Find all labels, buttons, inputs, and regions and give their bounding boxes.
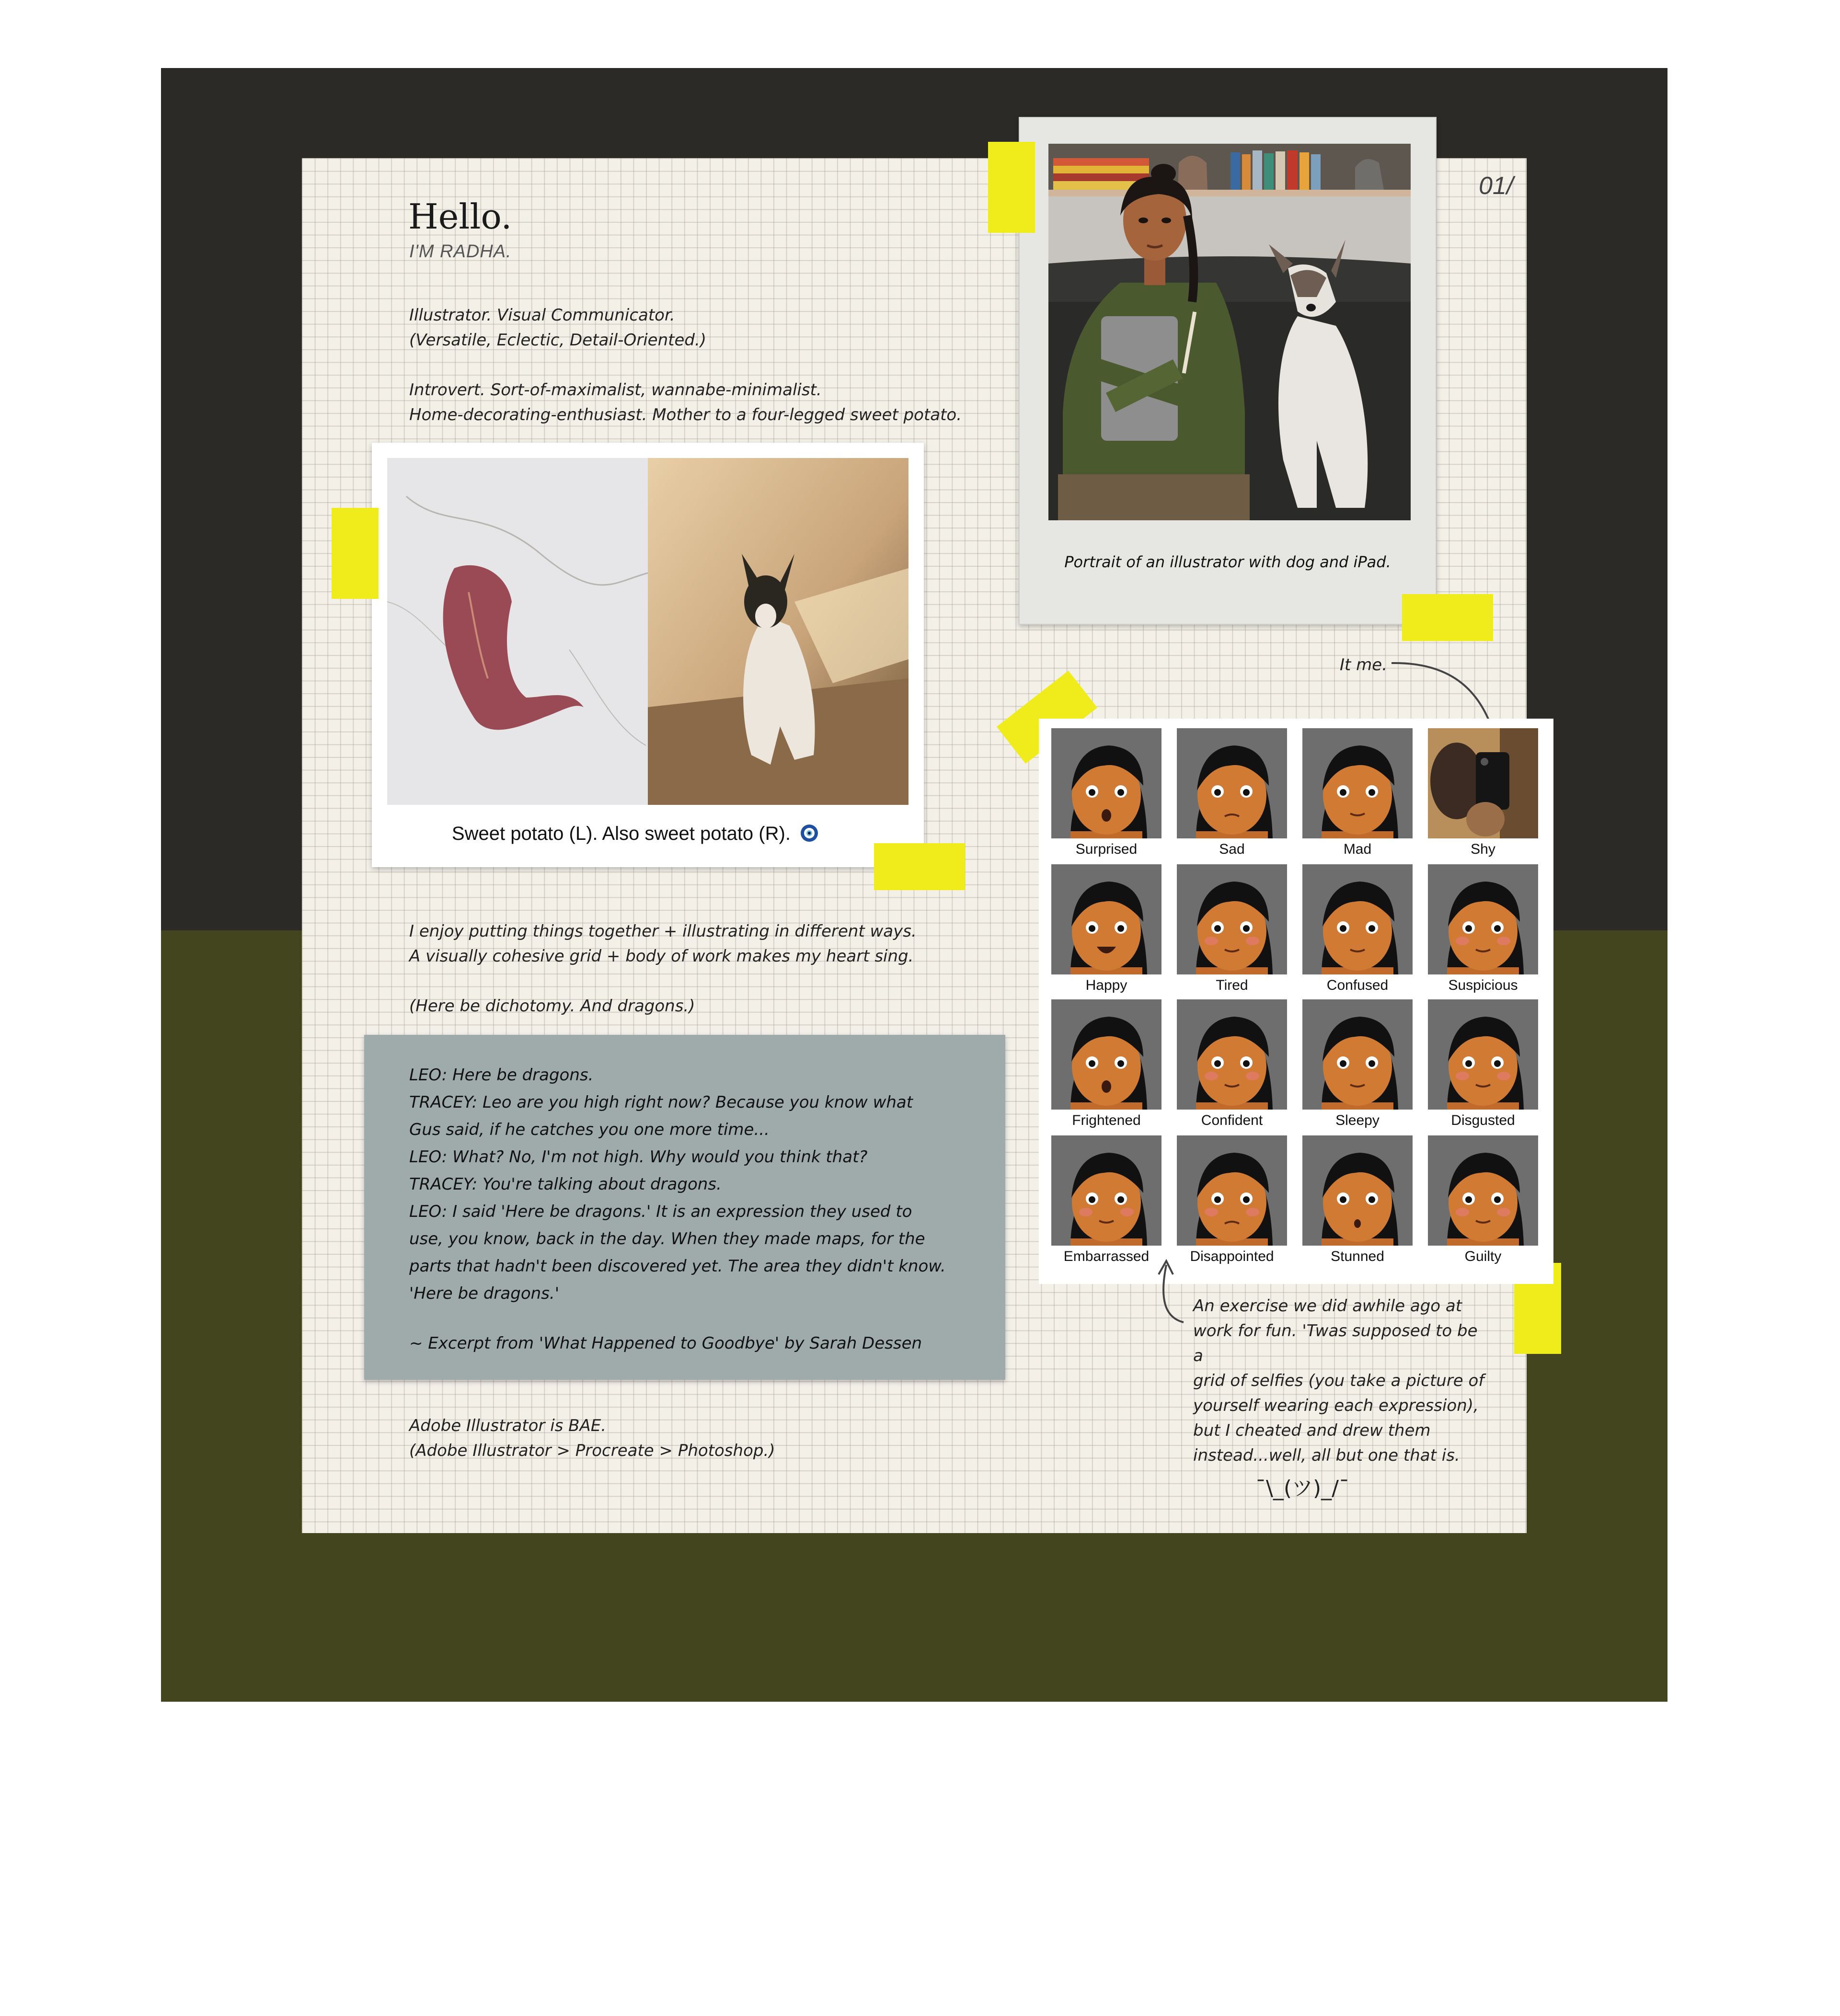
expression-cell (1428, 864, 1538, 1001)
expression-label: Guilty (1464, 1249, 1502, 1264)
quote-source: ~ Excerpt from 'What Happened to Goodbye' by Sarah Dessen (409, 1334, 922, 1353)
expression-face (1302, 1135, 1413, 1246)
expression-face (1302, 728, 1413, 838)
tools-line: (Adobe Illustrator > Procreate > Photoshop.) (409, 1441, 775, 1460)
expression-label: Sleepy (1335, 1112, 1380, 1128)
tools-text (409, 1413, 1032, 1463)
expression-label: Sad (1219, 841, 1245, 857)
exercise-line: grid of selfies (you take a picture of (1193, 1371, 1484, 1390)
page-subtitle: I'M RADHA. (409, 241, 512, 262)
intro-line: (Versatile, Eclectic, Detail-Oriented.) (409, 331, 707, 350)
expression-label: Embarrassed (1063, 1249, 1150, 1264)
expression-label: Surprised (1075, 841, 1138, 857)
exercise-line: but I cheated and drew them (1193, 1421, 1431, 1440)
expression-label: Mad (1343, 841, 1372, 857)
expression-face (1051, 1135, 1162, 1246)
expression-face (1051, 728, 1162, 838)
enjoy-line: (Here be dichotomy. And dragons.) (409, 997, 695, 1016)
expression-face (1302, 999, 1413, 1110)
expression-cell (1428, 1135, 1538, 1272)
expression-label: Suspicious (1448, 977, 1518, 993)
tape-portrait-bottom (1402, 594, 1493, 641)
expression-cell (1051, 728, 1162, 865)
expression-cell (1051, 1135, 1162, 1272)
expression-face (1428, 1135, 1538, 1246)
tape-potato-bottom (874, 843, 965, 890)
portrait-caption: Portrait of an illustrator with dog and iPad. (1064, 553, 1391, 571)
expression-label: Shy (1471, 841, 1495, 857)
expression-cell (1428, 728, 1538, 865)
expression-label: Frightened (1072, 1112, 1141, 1128)
sweet-potato-photos (387, 458, 908, 805)
intro-line: Introvert. Sort-of-maximalist, wannabe-minimalist. (409, 380, 822, 400)
quote-line: Gus said, if he catches you one more time... (409, 1120, 770, 1139)
expression-label: Tired (1216, 977, 1248, 993)
expression-label: Happy (1085, 977, 1127, 993)
expression-cell (1302, 999, 1413, 1136)
quote-line: parts that hadn't been discovered yet. The area they didn't know. (409, 1257, 946, 1276)
portrait-card (1019, 117, 1437, 625)
expression-cell (1051, 864, 1162, 1001)
expression-label: Confident (1201, 1112, 1263, 1128)
quote-line: use, you know, back in the day. When they made maps, for the (409, 1229, 925, 1249)
enjoy-line: A visually cohesive grid + body of work makes my heart sing. (409, 947, 914, 966)
sweet-potato-card (372, 443, 924, 867)
exercise-line: work for fun. 'Twas supposed to be a (1193, 1321, 1478, 1365)
expression-face (1177, 1135, 1287, 1246)
portrait-illustration (1048, 144, 1411, 520)
page-title: Hello. (408, 196, 512, 237)
tools-line: Adobe Illustrator is BAE. (409, 1416, 607, 1435)
expression-label: Disgusted (1451, 1112, 1515, 1128)
exercise-line: instead...well, all but one that is. (1193, 1446, 1460, 1465)
expression-face (1177, 728, 1287, 838)
tape-potato-left (332, 508, 379, 599)
selfie-photo (1428, 728, 1538, 838)
expression-label: Disappointed (1190, 1249, 1274, 1264)
expression-face (1428, 864, 1538, 974)
sweet-potato-caption: Sweet potato (L). Also sweet potato (R). (451, 823, 791, 844)
exercise-note (1193, 1294, 1490, 1468)
expression-cell (1428, 999, 1538, 1136)
tape-portrait-top (988, 142, 1035, 233)
expression-face (1051, 864, 1162, 974)
expressions-grid-card (1039, 719, 1553, 1284)
intro-line: Illustrator. Visual Communicator. (409, 306, 675, 325)
expression-cell (1302, 728, 1413, 865)
expression-cell (1177, 864, 1287, 1001)
expression-cell (1302, 1135, 1413, 1272)
expression-face (1428, 999, 1538, 1110)
quote-line: 'Here be dragons.' (409, 1284, 560, 1303)
page-number: 01/ (1479, 172, 1514, 200)
expression-face (1177, 864, 1287, 974)
expression-cell (1051, 999, 1162, 1136)
expression-label: Confused (1326, 977, 1389, 993)
expression-cell (1177, 1135, 1287, 1272)
expression-cell (1302, 864, 1413, 1001)
expression-face (1051, 999, 1162, 1110)
expression-face (1302, 864, 1413, 974)
it-me-note: It me. (1340, 655, 1388, 675)
exercise-line: An exercise we did awhile ago at (1193, 1296, 1462, 1316)
quote-line: LEO: What? No, I'm not high. Why would you think that? (409, 1147, 868, 1167)
expression-face (1177, 999, 1287, 1110)
intro-text (409, 303, 1080, 427)
quote-line: TRACEY: You're talking about dragons. (409, 1175, 722, 1194)
intro-line: Home-decorating-enthusiast. Mother to a four-legged sweet potato. (409, 405, 962, 424)
expression-cell (1177, 728, 1287, 865)
expression-cell (1177, 999, 1287, 1136)
quote-line: LEO: Here be dragons. (409, 1065, 594, 1085)
quote-text (409, 1062, 984, 1357)
shrug-emoticon: ¯\_(ツ)_/¯ (1255, 1476, 1349, 1501)
nazar-eye-icon (800, 824, 819, 843)
quote-line: LEO: I said 'Here be dragons.' It is an expression they used to (409, 1202, 912, 1221)
quote-line: TRACEY: Leo are you high right now? Because you know what (409, 1093, 913, 1112)
quote-box (364, 1035, 1005, 1380)
exercise-line: yourself wearing each expression), (1193, 1396, 1479, 1415)
enjoy-text (409, 919, 1032, 1019)
arrow-up-icon (1150, 1255, 1198, 1327)
expression-label: Stunned (1331, 1249, 1384, 1264)
enjoy-line: I enjoy putting things together + illustrating in different ways. (409, 922, 917, 941)
